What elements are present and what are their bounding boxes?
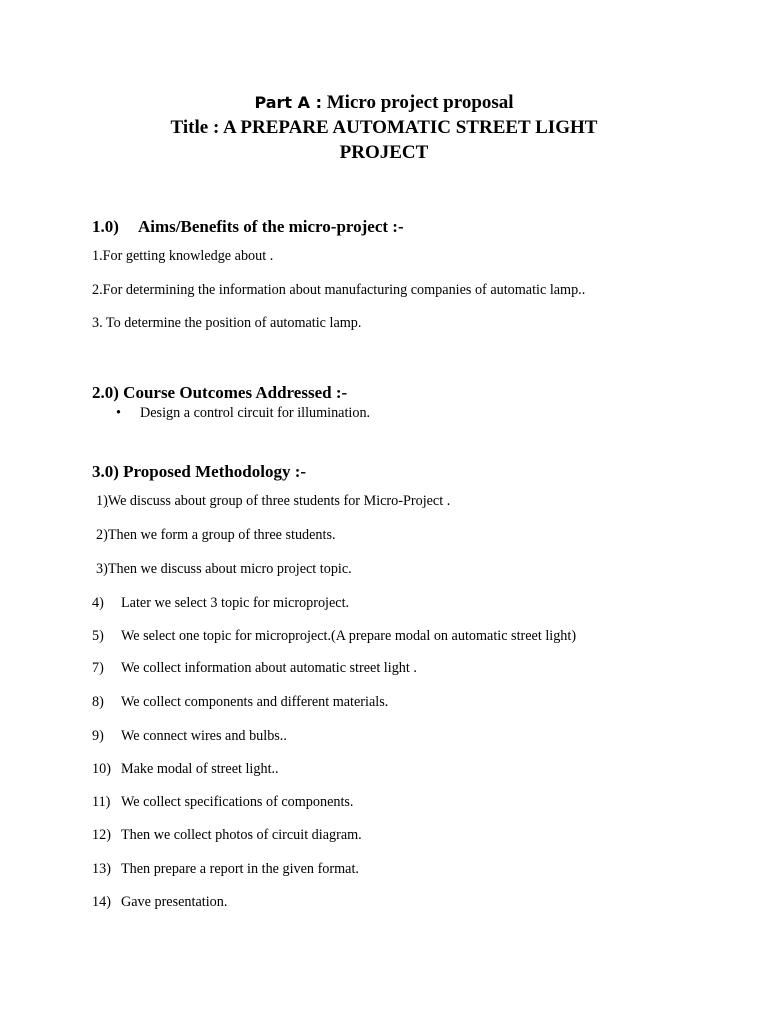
list-text: We connect wires and bulbs.. — [121, 728, 287, 744]
list-number: 4) — [92, 595, 104, 611]
project-title-line-2: PROJECT — [339, 142, 429, 163]
method-step-1-number: 1 — [96, 493, 104, 509]
method-list-item — [92, 826, 362, 844]
proposal-heading — [0, 91, 768, 115]
section-2-heading: 2.0) Course Outcomes Addressed :- — [92, 383, 348, 402]
course-outcome-item — [116, 404, 370, 422]
method-list-item — [92, 594, 349, 612]
list-number: 7) — [92, 660, 104, 676]
list-text: We collect information about automatic street light . — [121, 660, 417, 676]
section-1-heading — [92, 216, 404, 238]
list-text: Later we select 3 topic for microproject. — [121, 595, 350, 611]
list-number: 9) — [92, 728, 104, 744]
proposal-title: Micro project proposal — [322, 92, 514, 113]
list-number: 8) — [92, 694, 104, 710]
method-list-item — [92, 893, 227, 911]
list-text: Make modal of street light.. — [121, 761, 279, 777]
list-number: 12) — [92, 827, 111, 843]
list-number: 10) — [92, 761, 111, 777]
list-text: We collect specifications of components. — [121, 794, 354, 810]
method-step-1-paren: ) — [103, 493, 108, 509]
part-label: Part A : — [254, 93, 322, 112]
list-text: Then we collect photos of circuit diagram. — [121, 827, 362, 843]
method-list-item — [92, 693, 388, 711]
aim-item-3: 3. To determine the position of automatic lamp. — [92, 315, 362, 331]
list-number: 13) — [92, 861, 111, 877]
bullet-icon: • — [116, 405, 121, 421]
method-list-item — [92, 860, 359, 878]
list-number: 11) — [92, 794, 111, 810]
list-text: We collect components and different materials. — [121, 694, 389, 710]
section-1-title: Aims/Benefits of the micro-project :- — [138, 217, 404, 236]
list-text: Then prepare a report in the given format. — [121, 861, 359, 877]
aim-item-2: 2.For determining the information about manufacturing companies of automatic lamp.. — [92, 282, 586, 298]
list-text: We select one topic for microproject.(A prepare modal on automatic street light) — [121, 628, 577, 644]
method-step-1 — [96, 492, 450, 510]
method-list-item — [92, 793, 353, 811]
section-3-heading: 3.0) Proposed Methodology :- — [92, 462, 307, 481]
method-step-2: 2)Then we form a group of three students. — [96, 527, 336, 543]
list-number: 5) — [92, 628, 104, 644]
method-step-3: 3)Then we discuss about micro project topic. — [96, 561, 352, 577]
method-list-item — [92, 760, 279, 778]
section-1-number: 1.0) — [92, 217, 119, 236]
list-number: 14) — [92, 894, 111, 910]
list-text: Gave presentation. — [121, 894, 228, 910]
project-title-line-1: Title : A PREPARE AUTOMATIC STREET LIGHT — [170, 117, 598, 138]
method-step-1-text: We discuss about group of three students for Micro-Project . — [107, 493, 451, 509]
course-outcome-text: Design a control circuit for illumination. — [140, 405, 371, 421]
method-list-item — [92, 627, 576, 645]
method-list-item — [92, 659, 417, 677]
method-list-item — [92, 727, 287, 745]
aim-item-1: 1.For getting knowledge about . — [92, 248, 274, 264]
